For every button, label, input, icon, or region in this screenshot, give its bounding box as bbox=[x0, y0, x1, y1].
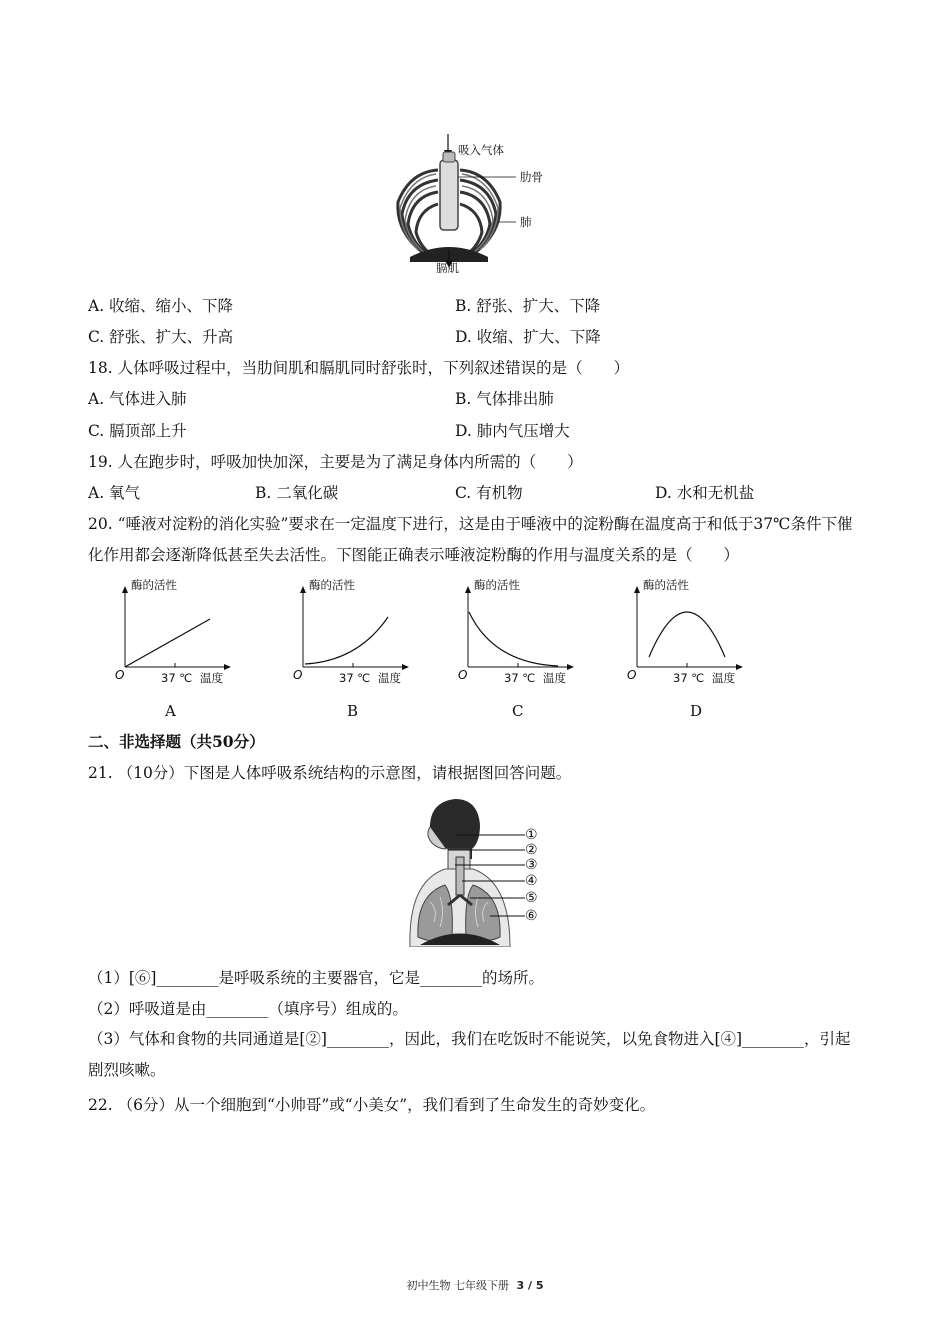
q18-option-b: B. 气体排出肺 bbox=[455, 390, 554, 408]
graph-caption-b: B bbox=[347, 702, 359, 720]
label-3: ③ bbox=[525, 857, 538, 873]
q19-option-d: D. 水和无机盐 bbox=[655, 484, 755, 502]
label-6: ⑥ bbox=[525, 908, 538, 924]
q17-option-c: C. 舒张、扩大、升高 bbox=[88, 328, 234, 346]
y-axis-arrow-d bbox=[634, 586, 640, 593]
label-diaphragm: 膈肌 bbox=[436, 261, 459, 275]
ylabel-b: 酶的活性 bbox=[309, 578, 355, 592]
label-1: ① bbox=[525, 827, 538, 843]
q22-stem: 22. （6分）从一个细胞到“小帅哥”或“小美女”，我们看到了生命发生的奇妙变化。 bbox=[88, 1096, 656, 1114]
ylabel-d: 酶的活性 bbox=[643, 578, 689, 592]
q17-option-a: A. 收缩、缩小、下降 bbox=[88, 297, 234, 315]
x-axis-arrow-a bbox=[224, 664, 231, 670]
xlabel-c: 温度 bbox=[543, 671, 566, 685]
label-4: ④ bbox=[525, 873, 538, 889]
ribcage-figure bbox=[380, 132, 550, 277]
respiratory-figure bbox=[400, 797, 550, 947]
origin-c: O bbox=[458, 668, 468, 682]
ylabel-c: 酶的活性 bbox=[474, 578, 520, 592]
x-axis-arrow-d bbox=[736, 664, 743, 670]
q21-sub1: （1）[⑥]________是呼吸系统的主要器官，它是________的场所。 bbox=[88, 969, 544, 987]
label-lung: 肺 bbox=[520, 215, 532, 229]
q21-sub2: （2）呼吸道是由________（填序号）组成的。 bbox=[88, 1000, 408, 1018]
q19-option-b: B. 二氧化碳 bbox=[255, 484, 339, 502]
xlabel-b: 温度 bbox=[378, 671, 401, 685]
curve-d bbox=[649, 612, 725, 657]
curve-c bbox=[469, 612, 558, 666]
q17-option-b: B. 舒张、扩大、下降 bbox=[455, 297, 601, 315]
xlabel-d: 温度 bbox=[712, 671, 735, 685]
q18-option-c: C. 膈顶部上升 bbox=[88, 422, 187, 440]
graph-caption-d: D bbox=[690, 702, 703, 720]
footer-page: 3 / 5 bbox=[516, 1279, 544, 1292]
q18-option-a: A. 气体进入肺 bbox=[88, 390, 187, 408]
ylabel-a: 酶的活性 bbox=[131, 578, 177, 592]
q17-option-d: D. 收缩、扩大、下降 bbox=[455, 328, 601, 346]
q18-stem: 18. 人体呼吸过程中，当肋间肌和膈肌同时舒张时，下列叙述错误的是（ ） bbox=[88, 359, 630, 377]
q20-graphs bbox=[110, 575, 850, 725]
curve-b bbox=[305, 617, 388, 664]
origin-b: O bbox=[293, 668, 303, 682]
page-footer bbox=[0, 1277, 950, 1293]
label-rib: 肋骨 bbox=[520, 170, 543, 184]
x-axis-arrow-b bbox=[402, 664, 409, 670]
xlabel-a: 温度 bbox=[200, 671, 223, 685]
tick-label-a: 37 ℃ bbox=[161, 671, 193, 685]
label-inhale: 吸入气体 bbox=[458, 143, 504, 157]
q18-option-d: D. 肺内气压增大 bbox=[455, 422, 570, 440]
graph-caption-c: C bbox=[512, 702, 524, 720]
origin-d: O bbox=[627, 668, 637, 682]
q21-sub3: （3）气体和食物的共同通道是[②]________，因此，我们在吃饭时不能说笑，以免食物进入[④]________，引起剧烈咳嗽。 bbox=[88, 1030, 851, 1079]
footer-text: 初中生物 七年级下册 bbox=[406, 1279, 509, 1292]
label-5: ⑤ bbox=[525, 890, 538, 906]
y-axis-arrow-a bbox=[122, 586, 128, 593]
label-2: ② bbox=[525, 842, 538, 858]
q19-option-a: A. 氧气 bbox=[88, 484, 141, 502]
q19-option-c: C. 有机物 bbox=[455, 484, 523, 502]
tick-label-b: 37 ℃ bbox=[339, 671, 371, 685]
enzyme-graphs bbox=[110, 575, 850, 695]
y-axis-arrow-b bbox=[300, 586, 306, 593]
q21-stem: 21. （10分）下图是人体呼吸系统结构的示意图，请根据图回答问题。 bbox=[88, 764, 572, 782]
q19-stem: 19. 人在跑步时，呼吸加快加深，主要是为了满足身体内所需的（ ） bbox=[88, 453, 583, 471]
y-axis-arrow-c bbox=[465, 586, 471, 593]
section2-title: 二、非选择题（共50分） bbox=[88, 732, 265, 751]
x-axis-arrow-c bbox=[567, 664, 574, 670]
tick-label-d: 37 ℃ bbox=[673, 671, 705, 685]
q20-stem: 20. “唾液对淀粉的消化实验”要求在一定温度下进行，这是由于唾液中的淀粉酶在温度高于和低于37℃条件下催化作用都会逐渐降低甚至失去活性。下图能正确表示唾液淀粉酶的作用与温度关系的是（ ） bbox=[88, 515, 853, 564]
origin-a: O bbox=[115, 668, 125, 682]
graph-caption-a: A bbox=[165, 702, 176, 720]
curve-a bbox=[125, 619, 210, 667]
tick-label-c: 37 ℃ bbox=[504, 671, 536, 685]
